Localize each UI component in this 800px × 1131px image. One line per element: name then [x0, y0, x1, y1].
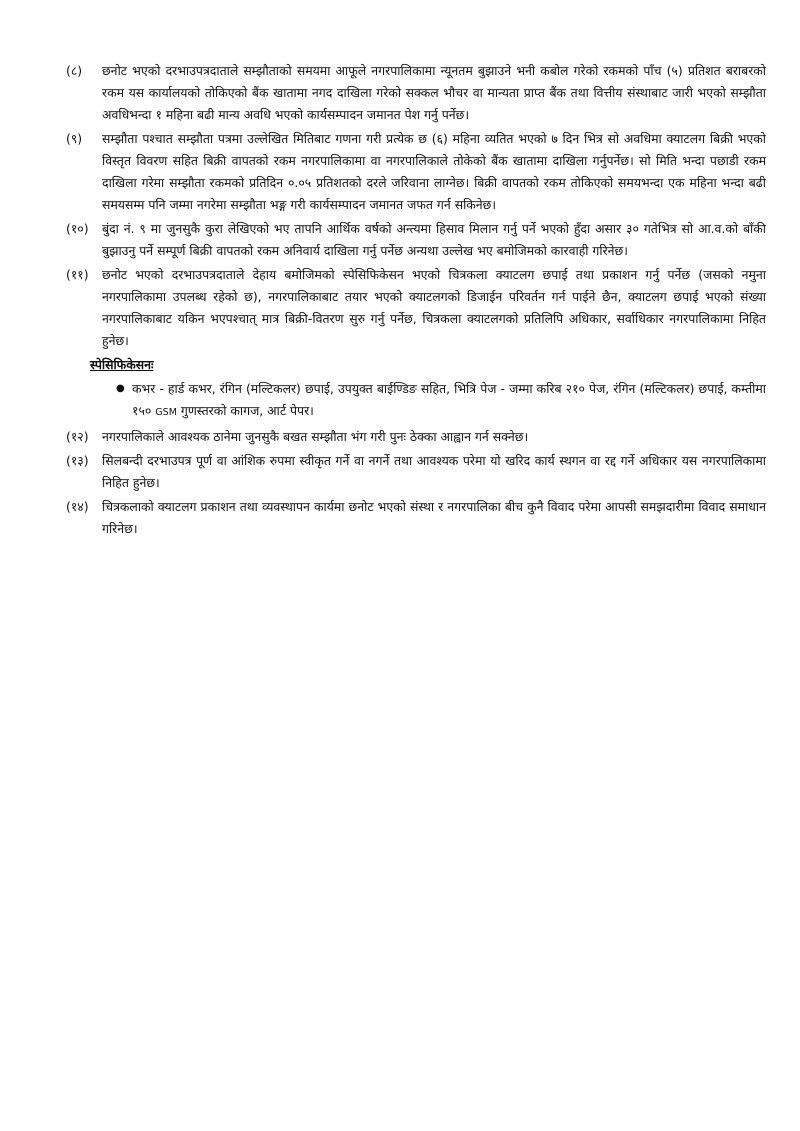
clause-number: (११) — [66, 267, 89, 282]
clause-11 — [66, 264, 766, 352]
clause-9 — [66, 128, 766, 216]
gsm-unit: GSM — [155, 407, 177, 418]
clause-text: सिलबन्दी दरभाउपत्र पूर्ण वा आंशिक रुपमा स्वीकृत गर्ने वा नगर्ने तथा आवश्यक परेमा यो खरिद कार्य स्थगन वा रद्द गर्ने अधिकार यस नगरपालिकामा निहित हुनेछ। — [102, 453, 766, 490]
clause-10 — [66, 218, 766, 262]
specification-heading: स्पेसिफिकेसनः — [90, 357, 154, 372]
bullet-icon: ● — [116, 383, 125, 394]
clause-text: नगरपालिकाले आवश्यक ठानेमा जुनसुकै बखत सम्झौता भंग गरी पुनः ठेक्का आह्वान गर्न सक्नेछ। — [102, 429, 529, 444]
terms-list — [66, 60, 766, 542]
specification-text — [132, 378, 766, 424]
clause-14 — [66, 496, 766, 540]
clause-text: छनोट भएको दरभाउपत्रदाताले देहाय बमोजिमको स्पेसिफिकेसन भएको चित्रकला क्याटलग छपाई तथा प्रकाशन गर्नु पर्नेछ (जसको नमुना नगरपालिकामा उपलब्ध रहेको छ), नगरपालिकाबाट तयार भएको क्याटलगको डिजाईन परिवर्तन गर्न पाईने छैन, क्याटलग छपाई भएको संख्या नगरपालिकाबाट यकिन भएपश्चात् मात्र बिक्री-वितरण सुरु गर्नु पर्नेछ, चित्रकला क्याटलगको प्रतिलिपि अधिकार, सर्वाधिकार नगरपालिकामा निहित हुनेछ। — [102, 267, 766, 348]
clause-text: सम्झौता पश्चात सम्झौता पत्रमा उल्लेखित मितिबाट गणना गरी प्रत्येक छ (६) महिना व्यतित भएको ७ दिन भित्र सो अवधिमा क्याटलग बिक्री भएको विस्तृत विवरण सहित बिक्री वापतको रकम नगरपालिकामा वा नगरपालिकाले तोकेको बैंक खातामा दाखिला गर्नुपर्नेछ। सो मिति भन्दा पछाडी रकम दाखिला गरेमा सम्झौता रकमको प्रतिदिन ०.०५ प्रतिशतको दरले जरिवाना लाग्नेछ। बिक्री वापतको रकम तोकिएको समयभन्दा एक महिना भन्दा बढी समयसम्म पनि जम्मा नगरेमा सम्झौता भङ्ग गरी कार्यसम्पादन जमानत जफत गर्न सकिनेछ। — [102, 131, 766, 212]
clause-number: (१४) — [66, 499, 89, 514]
clause-number: (१०) — [66, 221, 89, 236]
clause-12 — [66, 426, 766, 448]
clause-text: चित्रकलाको क्याटलग प्रकाशन तथा व्यवस्थापन कार्यमा छनोट भएको संस्था र नगरपालिका बीच कुनै विवाद परेमा आपसी समझदारीमा विवाद समाधान गरिनेछ। — [102, 499, 766, 536]
clause-text: बुंदा नं. ९ मा जुनसुकै कुरा लेखिएको भए तापनि आर्थिक वर्षको अन्त्यमा हिसाव मिलान गर्नु पर्ने भएको हुँदा असार ३० गतेभित्र सो आ.व.को बाँकी बुझाउनु पर्ने सम्पूर्ण बिक्री वापतको रकम अनिवार्य दाखिला गर्नु पर्नेछ अन्यथा उल्लेख भए बमोजिमको कारवाही गरिनेछ। — [102, 221, 766, 258]
specification-text-part: कभर - हार्ड कभर, रंगिन (मल्टिकलर) छपाई, उपयुक्त बाईण्डिङ सहित, भित्रि पेज - जम्मा करिब २१० पेज, रंगिन (मल्टिकलर) छपाई, कम्तीमा १५० — [132, 381, 766, 418]
clause-number: (१२) — [66, 429, 89, 444]
specification-text-part: गुणस्तरको कागज, आर्ट पेपर। — [180, 403, 314, 418]
clause-13 — [66, 450, 766, 494]
clause-text: छनोट भएको दरभाउपत्रदाताले सम्झौताको समयमा आफूले नगरपालिकामा न्यूनतम बुझाउने भनी कबोल गरेको रकमको पाँच (५) प्रतिशत बराबरको रकम यस कार्यालयको तोकिएको बैंक खातामा नगद दाखिला गरेको सक्कल भौचर वा मान्यता प्राप्त बैंक तथा वित्तीय संस्थाबाट जारी भएको सम्झौता अवधिभन्दा १ महिना बढी मान्य अवधि भएको कार्यसम्पादन जमानत पेश गर्नु पर्नेछ। — [102, 63, 766, 122]
specification-item — [116, 378, 766, 424]
clause-number: (९) — [66, 131, 83, 146]
clause-8 — [66, 60, 766, 126]
clause-number: (८) — [66, 63, 83, 78]
clause-number: (१३) — [66, 453, 89, 468]
